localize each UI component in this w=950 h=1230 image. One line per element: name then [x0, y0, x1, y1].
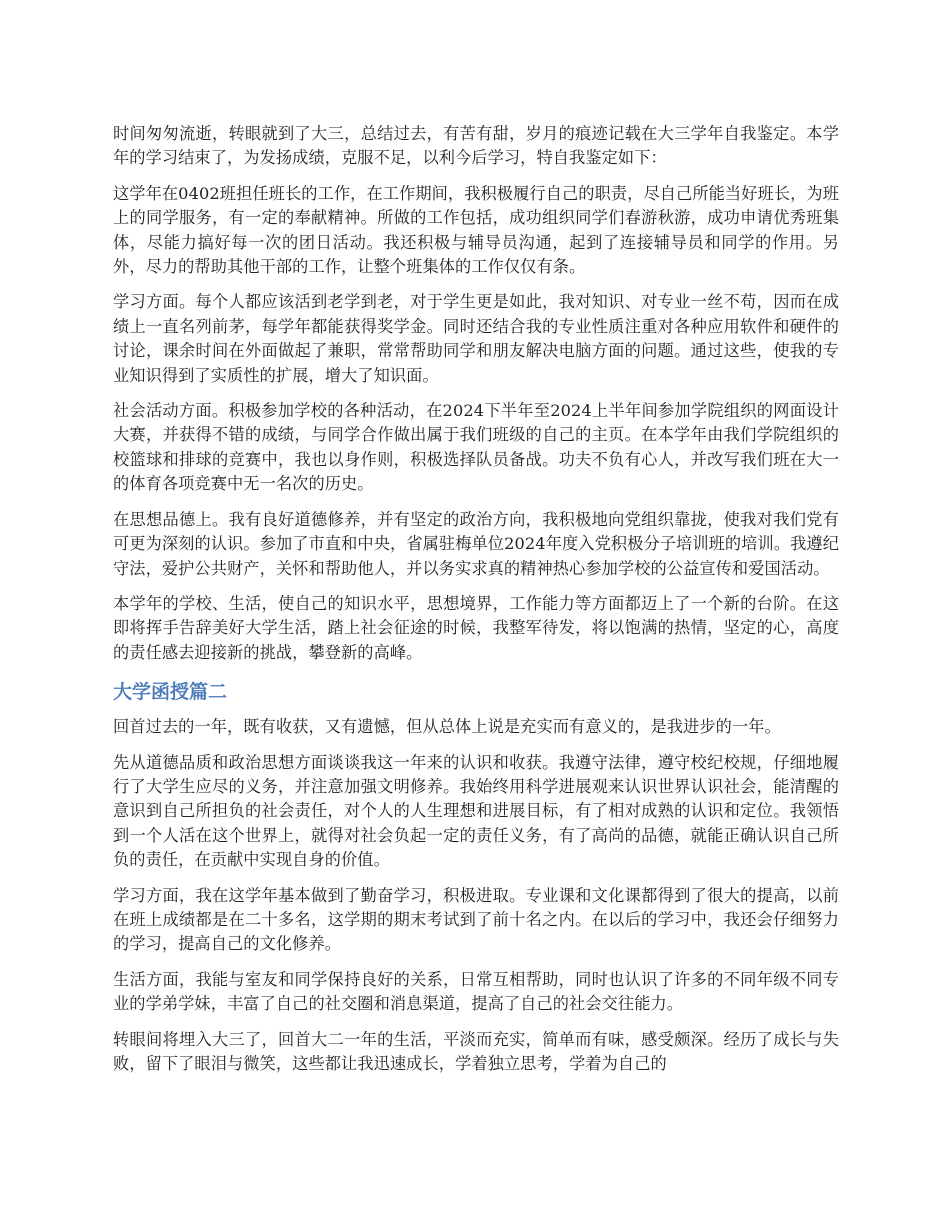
paragraph-reflection: 转眼间将埋入大三了，回首大二一年的生活，平淡而充实，简单而有味，感受颇深。经历了成长与失败，留下了眼泪与微笑，这些都让我迅速成长，学着独立思考，学着为自己的: [113, 1029, 839, 1073]
paragraph-summary: 本学年的学校、生活，使自己的知识水平，思想境界，工作能力等方面都迈上了一个新的台阶。在这即将挥手告辞美好大学生活，踏上社会征途的时候，我整军待发，将以饱满的热情，坚定的心，高度的责任感去迎接新的挑战，攀登新的高峰。: [113, 593, 839, 662]
paragraph-social-activities: 社会活动方面。积极参加学校的各种活动，在2024下半年至2024上半年间参加学院组织的网面设计大赛，并获得不错的成绩，与同学合作做出属于我们班级的自己的主页。在本学年由我们学院组织的校篮球和排球的竞赛中，我也以身作则，积极选择队员备战。功夫不负有心人，并改写我们班在大一的体育各项竞赛中无一名次的历史。: [113, 401, 839, 494]
document-page: [113, 122, 839, 1087]
paragraph-class-monitor: 这学年在0402班担任班长的工作，在工作期间，我积极履行自己的职责，尽自己所能当好班长，为班上的同学服务，有一定的奉献精神。所做的工作包括，成功组织同学们春游秋游，成功申请优秀班集体，尽能力搞好每一次的团日活动。我还积极与辅导员沟通，起到了连接辅导员和同学的作用。另外，尽力的帮助其他干部的工作，让整个班集体的工作仅仅有条。: [113, 183, 839, 277]
paragraph-moral-character: 在思想品德上。我有良好道德修养，并有坚定的政治方向，我积极地向党组织靠拢，使我对我们党有可更为深刻的认识。参加了市直和中央，省属驻梅单位2024年度入党积极分子培训班的培训。我遵纪守法，爱护公共财产，关怀和帮助他人，并以务实求真的精神热心参加学校的公益宣传和爱国活动。: [113, 509, 839, 578]
paragraph-intro: 时间匆匆流逝，转眼就到了大三，总结过去，有苦有甜，岁月的痕迹记载在大三学年自我鉴定。本学年的学习结束了，为发扬成绩，克服不足，以利今后学习，特自我鉴定如下：: [113, 124, 839, 168]
paragraph-life: 生活方面，我能与室友和同学保持良好的关系，日常互相帮助，同时也认识了许多的不同年级不同专业的学弟学妹，丰富了自己的社交圈和消息渠道，提高了自己的社会交往能力。: [113, 969, 839, 1014]
paragraph-learning: 学习方面，我在这学年基本做到了勤奋学习，积极进取。专业课和文化课都得到了很大的提高，以前在班上成绩都是在二十多名，这学期的期末考试到了前十名之内。在以后的学习中，我还会仔细努力的学习，提高自己的文化修养。: [113, 885, 839, 954]
paragraph-study: 学习方面。每个人都应该活到老学到老，对于学生更是如此，我对知识、对专业一丝不苟，因而在成绩上一直名列前茅，每学年都能获得奖学金。同时还结合我的专业性质注重对各种应用软件和硬件的讨论，课余时间在外面做起了兼职，常常帮助同学和朋友解决电脑方面的问题。通过这些，使我的专业知识得到了实质性的扩展，增大了知识面。: [113, 292, 839, 385]
paragraph-political-thought: 先从道德品质和政治思想方面谈谈我这一年来的认识和收获。我遵守法律，遵守校纪校规，仔细地履行了大学生应尽的义务，并注意加强文明修养。我始终用科学进展观来认识世界认识社会，能清醒的意识到自己所担负的社会责任，对个人的人生理想和进展目标，有了相对成熟的认识和定位。我领悟到一个人活在这个世界上，就得对社会负起一定的责任义务，有了高尚的品德，就能正确认识自己所负的责任，在贡献中实现自身的价值。: [113, 752, 839, 870]
paragraph-review: 回首过去的一年，既有收获，又有遗憾，但从总体上说是充实而有意义的，是我进步的一年。: [113, 717, 781, 737]
section-heading: 大学函授篇二: [113, 681, 228, 704]
